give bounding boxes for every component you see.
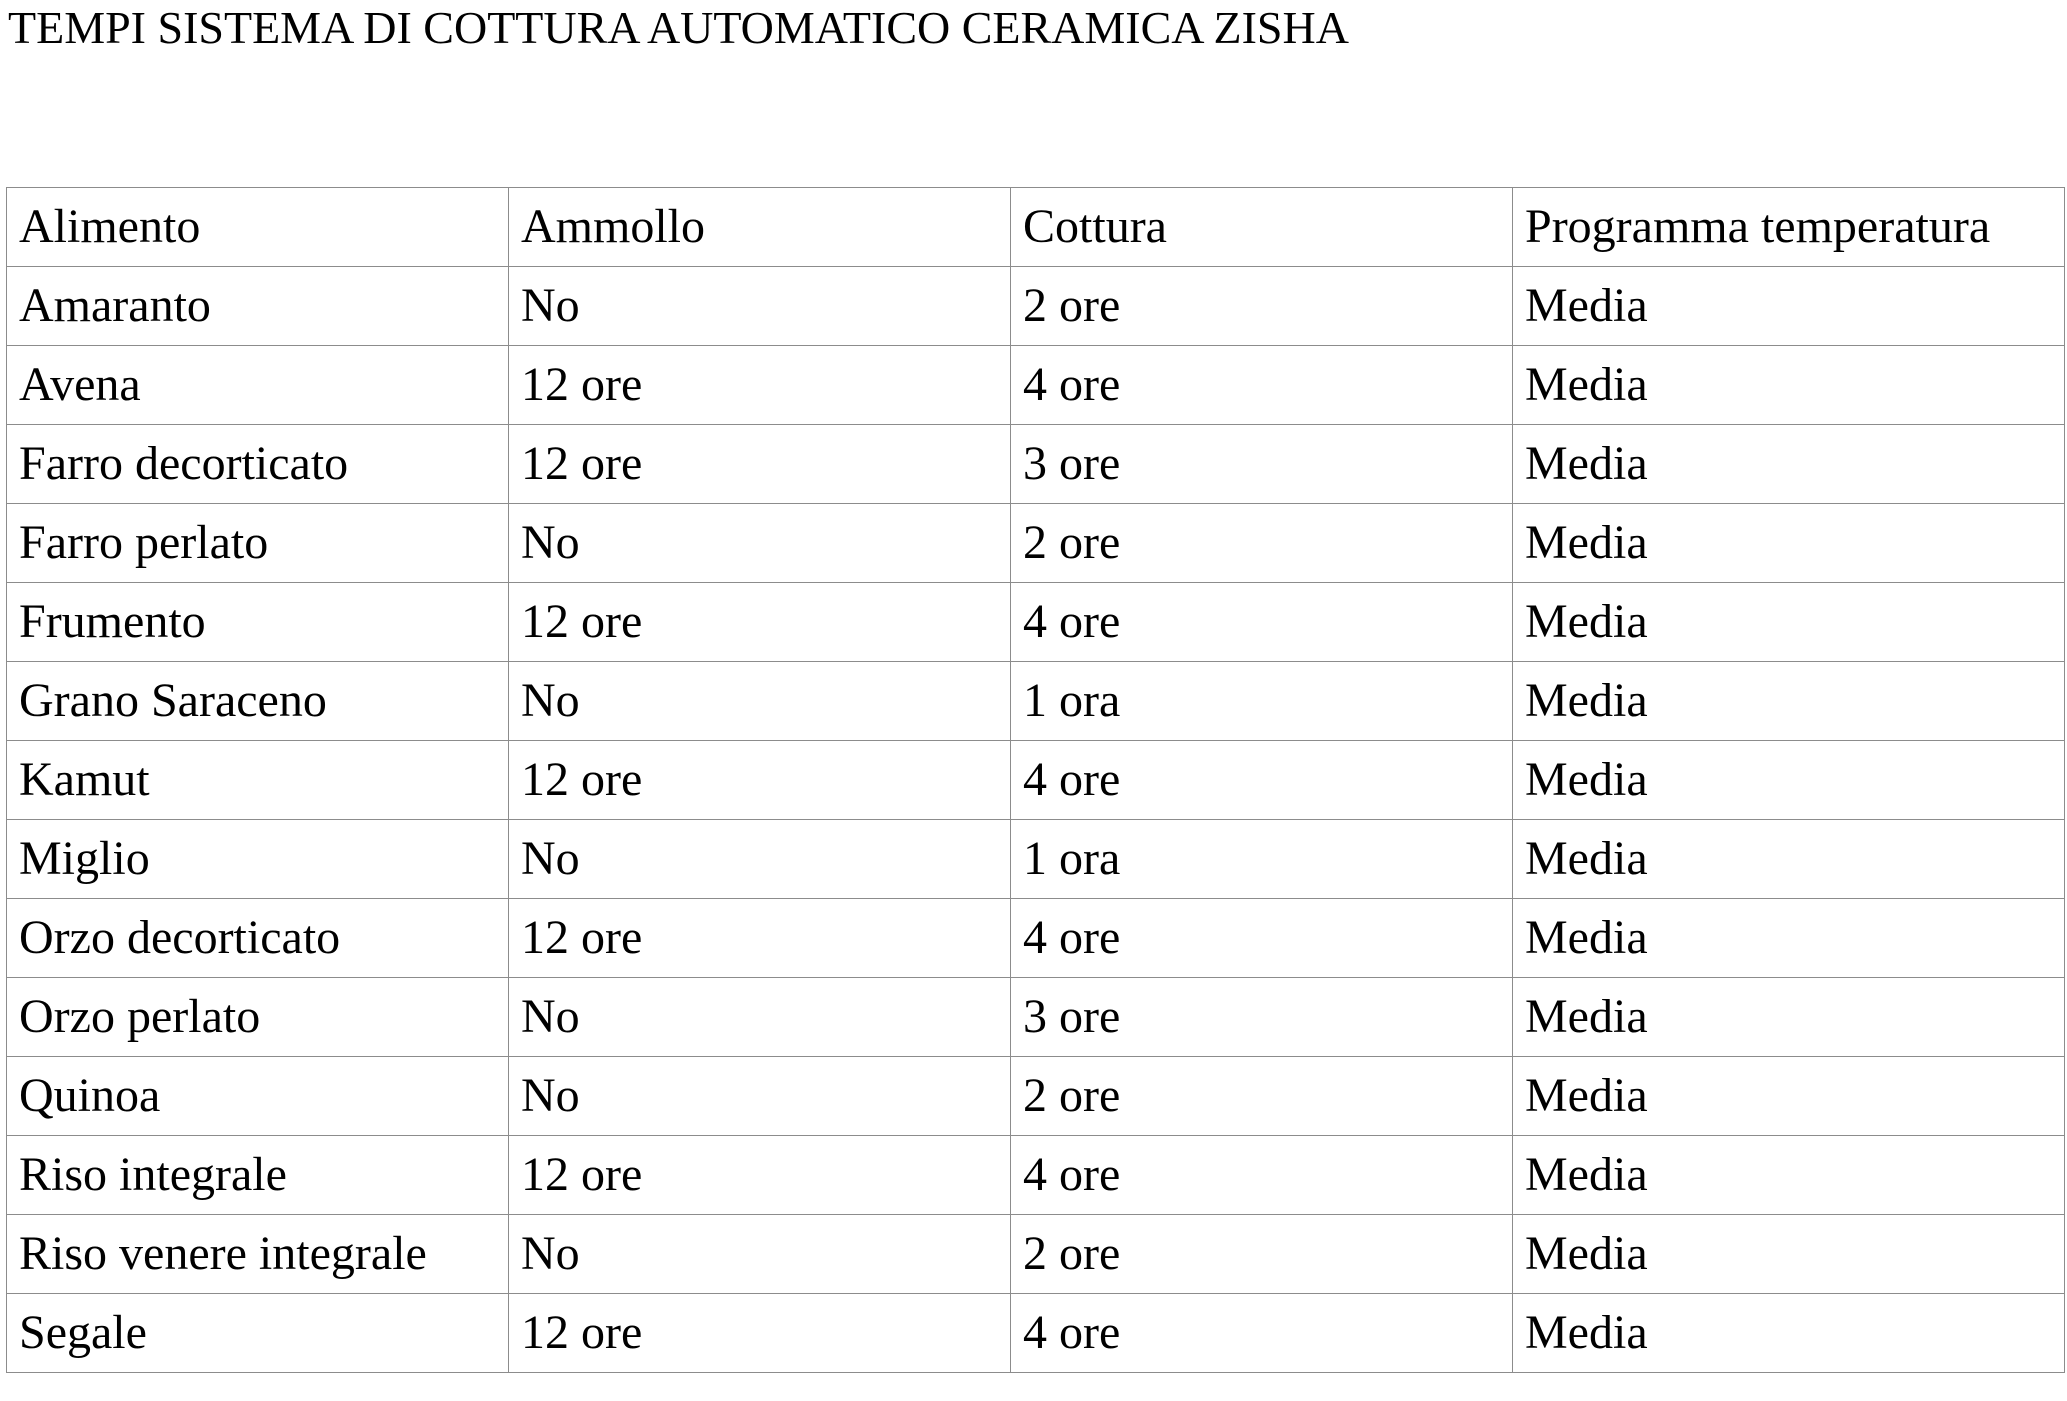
- cell-ammollo: No: [509, 504, 1011, 583]
- table-row: [7, 504, 2065, 583]
- cell-alimento: Kamut: [7, 741, 509, 820]
- cell-ammollo: 12 ore: [509, 346, 1011, 425]
- cell-programma: Media: [1513, 662, 2065, 741]
- cell-programma: Media: [1513, 1057, 2065, 1136]
- table-row: [7, 662, 2065, 741]
- cell-cottura: 1 ora: [1011, 662, 1513, 741]
- cell-cottura: 4 ore: [1011, 346, 1513, 425]
- document-title: TEMPI SISTEMA DI COTTURA AUTOMATICO CERAMICA ZISHA: [8, 2, 1349, 53]
- cell-cottura: 1 ora: [1011, 820, 1513, 899]
- table-header-row: [7, 188, 2065, 267]
- cell-cottura: 4 ore: [1011, 1136, 1513, 1215]
- cell-cottura: 4 ore: [1011, 899, 1513, 978]
- cell-programma: Media: [1513, 504, 2065, 583]
- cell-cottura: 3 ore: [1011, 978, 1513, 1057]
- cell-programma: Media: [1513, 978, 2065, 1057]
- cell-programma: Media: [1513, 267, 2065, 346]
- cell-ammollo: No: [509, 978, 1011, 1057]
- table-row: [7, 1057, 2065, 1136]
- cell-alimento: Orzo decorticato: [7, 899, 509, 978]
- cell-programma: Media: [1513, 346, 2065, 425]
- cell-cottura: 3 ore: [1011, 425, 1513, 504]
- table-row: [7, 583, 2065, 662]
- cell-programma: Media: [1513, 899, 2065, 978]
- cell-ammollo: 12 ore: [509, 425, 1011, 504]
- cell-programma: Media: [1513, 1136, 2065, 1215]
- cell-ammollo: 12 ore: [509, 1136, 1011, 1215]
- cell-programma: Media: [1513, 583, 2065, 662]
- cell-cottura: 2 ore: [1011, 1057, 1513, 1136]
- cell-ammollo: 12 ore: [509, 583, 1011, 662]
- header-programma-temperatura: Programma temperatura: [1513, 188, 2065, 267]
- header-alimento: Alimento: [7, 188, 509, 267]
- cell-cottura: 4 ore: [1011, 1294, 1513, 1373]
- table-row: [7, 741, 2065, 820]
- cell-cottura: 2 ore: [1011, 1215, 1513, 1294]
- cell-alimento: Quinoa: [7, 1057, 509, 1136]
- cell-cottura: 4 ore: [1011, 741, 1513, 820]
- cell-programma: Media: [1513, 1294, 2065, 1373]
- cell-alimento: Farro decorticato: [7, 425, 509, 504]
- table-row: [7, 820, 2065, 899]
- table-row: [7, 346, 2065, 425]
- table-row: [7, 1136, 2065, 1215]
- table-row: [7, 1294, 2065, 1373]
- table-row: [7, 899, 2065, 978]
- cell-alimento: Avena: [7, 346, 509, 425]
- cell-ammollo: 12 ore: [509, 899, 1011, 978]
- cell-ammollo: 12 ore: [509, 1294, 1011, 1373]
- cell-ammollo: 12 ore: [509, 741, 1011, 820]
- cell-alimento: Miglio: [7, 820, 509, 899]
- cell-ammollo: No: [509, 662, 1011, 741]
- cell-alimento: Riso venere integrale: [7, 1215, 509, 1294]
- header-cottura: Cottura: [1011, 188, 1513, 267]
- cell-programma: Media: [1513, 1215, 2065, 1294]
- cell-alimento: Grano Saraceno: [7, 662, 509, 741]
- cell-cottura: 2 ore: [1011, 267, 1513, 346]
- table-row: [7, 267, 2065, 346]
- cell-alimento: Orzo perlato: [7, 978, 509, 1057]
- cell-programma: Media: [1513, 741, 2065, 820]
- cell-programma: Media: [1513, 820, 2065, 899]
- cell-alimento: Riso integrale: [7, 1136, 509, 1215]
- table-row: [7, 1215, 2065, 1294]
- cell-alimento: Frumento: [7, 583, 509, 662]
- cell-cottura: 2 ore: [1011, 504, 1513, 583]
- cell-alimento: Amaranto: [7, 267, 509, 346]
- cooking-times-table: [6, 187, 2065, 1373]
- cell-alimento: Segale: [7, 1294, 509, 1373]
- cell-ammollo: No: [509, 1057, 1011, 1136]
- table-row: [7, 978, 2065, 1057]
- cell-alimento: Farro perlato: [7, 504, 509, 583]
- cell-ammollo: No: [509, 820, 1011, 899]
- cell-cottura: 4 ore: [1011, 583, 1513, 662]
- cell-programma: Media: [1513, 425, 2065, 504]
- header-ammollo: Ammollo: [509, 188, 1011, 267]
- table-body: [7, 188, 2065, 1373]
- cell-ammollo: No: [509, 267, 1011, 346]
- cell-ammollo: No: [509, 1215, 1011, 1294]
- table-row: [7, 425, 2065, 504]
